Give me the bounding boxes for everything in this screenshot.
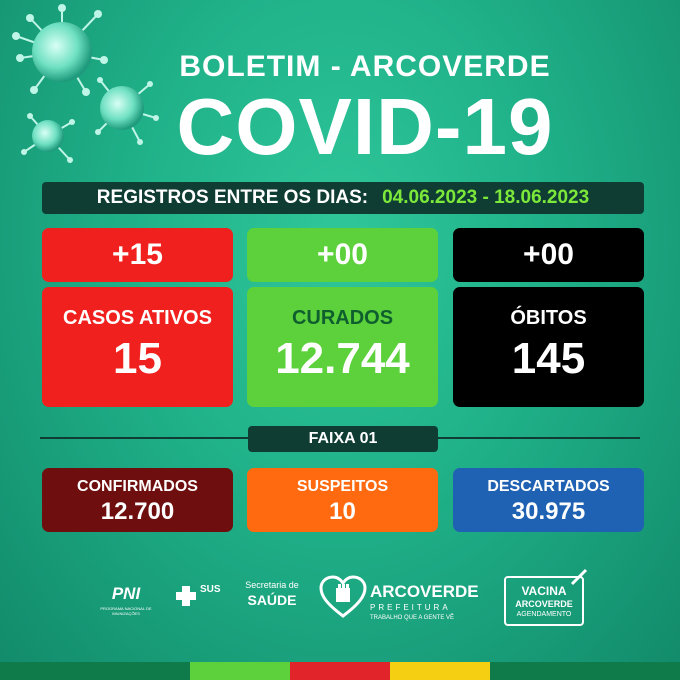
obitos-label: ÓBITOS <box>510 307 587 329</box>
obitos-delta-value: +00 <box>523 238 574 271</box>
obitos-value: 145 <box>511 334 586 383</box>
confirmados-label: CONFIRMADOS <box>77 478 198 495</box>
vacina-bottom: AGENDAMENTO <box>516 611 572 618</box>
arcoverde-logo <box>370 582 486 621</box>
secretaria-main: SAÚDE <box>247 592 297 608</box>
virus-icon <box>0 0 170 170</box>
vacina-mid: ARCOVERDE <box>515 599 573 609</box>
sus-cross-icon <box>174 584 198 608</box>
obitos-card <box>453 287 644 407</box>
casos-delta-value: +15 <box>112 238 163 271</box>
curados-value: 12.744 <box>275 334 410 383</box>
curados-delta-value: +00 <box>317 238 368 271</box>
bar-segment-red <box>290 662 390 680</box>
descartados-label: DESCARTADOS <box>487 478 610 495</box>
secretaria-top: Secretaria de <box>245 580 299 590</box>
sus-text: SUS <box>200 584 221 595</box>
slogan-text: TRABALHO QUE A GENTE VÊ <box>370 615 455 621</box>
descartados-value: 30.975 <box>511 498 586 525</box>
obitos-delta-card <box>453 228 644 282</box>
footer-logos <box>0 570 680 630</box>
bulletin-subtitle: BOLETIM - ARCOVERDE <box>179 50 551 83</box>
syringe-icon <box>570 568 588 586</box>
bottom-color-bar <box>0 662 680 680</box>
prefeitura-text: PREFEITURA <box>370 603 451 612</box>
descartados-card <box>453 468 644 532</box>
bar-segment-green <box>190 662 290 680</box>
casos-ativos-card <box>42 287 233 407</box>
suspeitos-label: SUSPEITOS <box>296 478 389 495</box>
casos-ativos-label: CASOS ATIVOS <box>63 307 212 329</box>
arcoverde-emblem <box>316 574 370 625</box>
suspeitos-card <box>247 468 438 532</box>
arcoverde-text: ARCOVERDE <box>370 582 479 601</box>
virus-decoration <box>0 0 170 170</box>
date-range-label: REGISTROS ENTRE OS DIAS: <box>96 187 369 208</box>
pni-subtext: PROGRAMA NACIONAL DE IMUNIZAÇÕES <box>100 606 152 616</box>
pni-logo <box>86 584 166 616</box>
bar-segment-green-dark-2 <box>490 662 680 680</box>
curados-card <box>247 287 438 407</box>
suspeitos-value: 10 <box>329 498 356 525</box>
arcoverde-heart-logo <box>317 574 369 620</box>
vacina-logo <box>504 576 584 626</box>
vacina-top: VACINA <box>521 584 567 598</box>
curados-delta-card <box>247 228 438 282</box>
casos-ativos-value: 15 <box>113 334 162 383</box>
date-range-bar <box>42 182 644 214</box>
secretaria-logo <box>238 580 306 608</box>
casos-delta-card <box>42 228 233 282</box>
date-range-value: 04.06.2023 - 18.06.2023 <box>382 187 590 208</box>
pni-text: PNI <box>111 584 141 603</box>
bar-segment-yellow <box>390 662 490 680</box>
bulletin-title: COVID-19 <box>176 82 554 171</box>
confirmados-card <box>42 468 233 532</box>
confirmados-value: 12.700 <box>100 498 175 525</box>
curados-label: CURADOS <box>291 307 394 329</box>
faixa-label: FAIXA 01 <box>248 426 438 452</box>
bar-segment-green-dark <box>0 662 190 680</box>
